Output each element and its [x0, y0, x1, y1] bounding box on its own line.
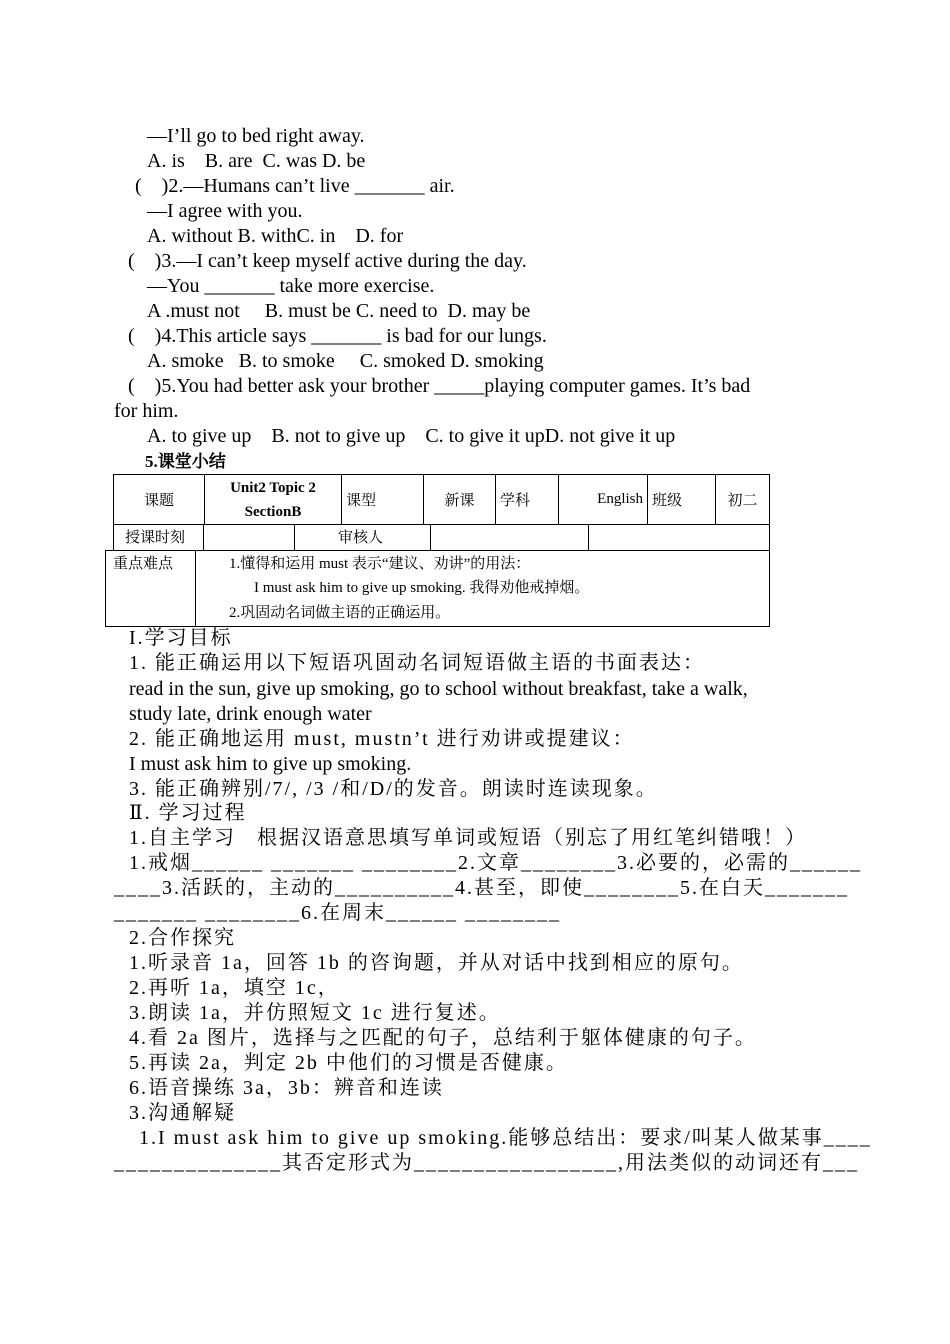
exercise-question-3: ( )3.—I can’t keep myself active during the day. [128, 250, 527, 272]
time-label: 授课时刻 [125, 530, 186, 546]
key-point: 2.巩固动名词做主语的正确运用。 [229, 605, 451, 621]
goal-item: 2. 能正确地运用 must, mustn’t 进行劝讲或提建议： [129, 728, 635, 750]
exercise-question-4: ( )4.This article says _______ is bad for our lungs. [128, 325, 547, 347]
exercise-line: for him. [114, 400, 179, 422]
reviewer-label: 审核人 [338, 530, 384, 546]
type-label: 课型 [342, 475, 424, 525]
coop-step: 5.再读 2a，判定 2b 中他们的习惯是否健康。 [129, 1052, 568, 1074]
class-label: 班级 [648, 475, 716, 525]
exercise-options: A .must not B. must be C. need to D. may be [147, 300, 531, 322]
topic-label: 课题 [114, 475, 205, 525]
coop-step: 2.再听 1a，填空 1c， [129, 977, 340, 999]
subject-value: English [559, 475, 648, 525]
goal-item: 1. 能正确运用以下短语巩固动名词短语做主语的书面表达： [129, 652, 705, 674]
exercise-line: —I agree with you. [147, 200, 303, 222]
divider [195, 550, 196, 627]
comm-question: 1.I must ask him to give up smoking.能够总结出：要求/叫某人做某事____ [139, 1127, 872, 1149]
key-point-example: I must ask him to give up smoking. 我得劝他戒掉烟。 [254, 580, 590, 596]
exercise-line: —You _______ take more exercise. [147, 275, 435, 297]
exercise-line: —I’ll go to bed right away. [147, 125, 365, 147]
comm-question: ______________其否定形式为_________________,用法类似的动词还有___ [114, 1152, 859, 1174]
topic-value: Unit2 Topic 2 SectionB [205, 475, 342, 525]
exercise-question-2: ( )2.—Humans can’t live _______ air. [135, 175, 455, 197]
exercise-question-5: ( )5.You had better ask your brother _____playing computer games. It’s bad [128, 375, 751, 397]
goal-phrases: read in the sun, give up smoking, go to school without breakfast, take a walk, [129, 678, 748, 700]
coop-step: 4.看 2a 图片，选择与之匹配的句子，总结利于躯体健康的句子。 [129, 1027, 757, 1049]
coop-heading: 2.合作探究 [129, 927, 236, 949]
key-point: 1.懂得和运用 must 表示“建议、劝讲”的用法： [229, 556, 531, 572]
exercise-options: A. without B. withC. in D. for [147, 225, 404, 247]
goal-item: 3. 能正确辨别/7/, /3 /和/D/的发音。朗读时连读现象。 [129, 778, 658, 800]
comm-heading: 3.沟通解疑 [129, 1102, 236, 1124]
exercise-options: A. to give up B. not to give up C. to give it upD. not give it up [147, 425, 676, 447]
self-study-instruction: 1.自主学习 根据汉语意思填写单词或短语（别忘了用红笔纠错哦！） [129, 827, 807, 849]
class-value: 初二 [716, 475, 770, 525]
exercise-options: A. smoke B. to smoke C. smoked D. smoking [147, 350, 544, 372]
type-value: 新课 [424, 475, 496, 525]
goal-phrases: study late, drink enough water [129, 703, 372, 725]
section-heading: 5.课堂小结 [145, 452, 226, 471]
divider [203, 524, 204, 551]
divider [430, 524, 431, 551]
subject-label: 学科 [496, 475, 559, 525]
divider [294, 524, 295, 551]
fill-blank-line: _______ ________6.在周末______ ________ [114, 902, 561, 924]
exercise-options: A. is B. are C. was D. be [147, 150, 366, 172]
coop-step: 1.听录音 1a，回答 1b 的咨询题，并从对话中找到相应的原句。 [129, 952, 744, 974]
goal-example: I must ask him to give up smoking. [129, 753, 412, 775]
divider [588, 524, 589, 551]
lesson-info-table [113, 474, 770, 525]
coop-step: 3.朗读 1a，并仿照短文 1c 进行复述。 [129, 1002, 501, 1024]
coop-step: 6.语音操练 3a，3b：辨音和连读 [129, 1077, 444, 1099]
fill-blank-line: ____3.活跃的，主动的__________4.甚至，即使________5.在白天_______ [114, 877, 849, 899]
goals-heading: I.学习目标 [129, 627, 233, 649]
fill-blank-line: 1.戒烟______ _______ ________2.文章________3.必要的，必需的______ [129, 852, 862, 874]
key-points-label: 重点难点 [113, 556, 174, 572]
schedule-row [113, 524, 770, 551]
process-heading: Ⅱ. 学习过程 [129, 802, 247, 824]
